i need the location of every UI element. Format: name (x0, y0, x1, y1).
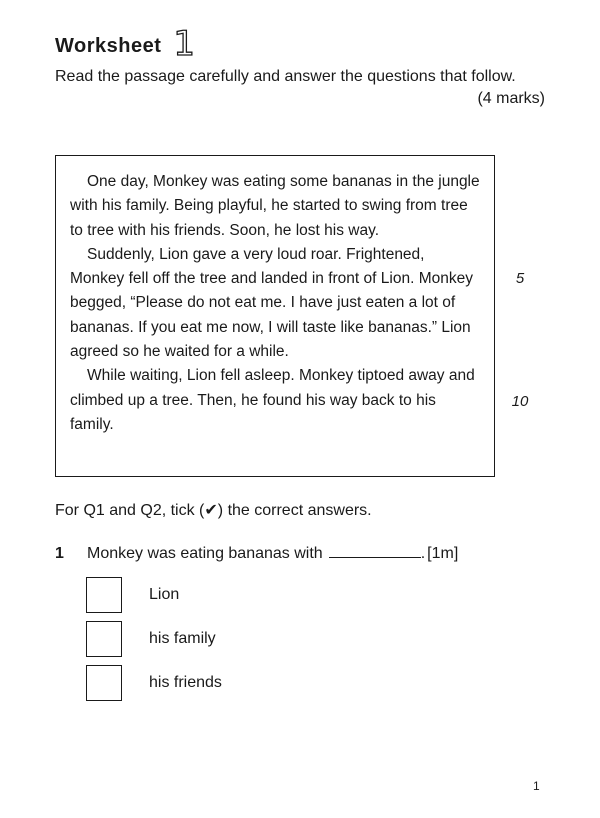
option-label-lion: Lion (149, 586, 180, 603)
tick-box-his-friends[interactable] (86, 665, 122, 701)
tick-box-his-family[interactable] (86, 621, 122, 657)
instructions-text: Read the passage carefully and answer the questions that follow. (55, 68, 516, 85)
option-lion (86, 577, 179, 613)
total-marks: (4 marks) (477, 90, 545, 107)
option-label-his-family: his family (149, 630, 216, 647)
question-text: Monkey was eating bananas with (87, 545, 323, 562)
line-number-10: 10 (511, 393, 529, 410)
passage-paragraph-3: While waiting, Lion fell asleep. Monkey tiptoed away and climbed up a tree. Then, he found his way back to his family. (70, 367, 475, 433)
option-label-his-friends: his friends (149, 674, 222, 691)
instructions (55, 66, 545, 107)
question-end: . (420, 545, 426, 562)
line-number-5: 5 (515, 270, 525, 287)
question-1 (55, 545, 458, 563)
tick-box-lion[interactable] (86, 577, 122, 613)
worksheet-title (55, 24, 196, 64)
passage-text (70, 170, 480, 437)
question-marks: [1m] (427, 545, 459, 562)
passage-paragraph-2: Suddenly, Lion gave a very loud roar. Frightened, Monkey fell off the tree and landed in front of Lion. Monkey begged, “Please do not eat me. I have just eaten a lot of bananas. If you eat me now, I will taste like bananas.” Lion agreed so he waited for a while. (70, 245, 473, 361)
answer-blank (329, 556, 421, 558)
page-number: 1 (533, 779, 540, 793)
question-number: 1 (55, 545, 64, 562)
worksheet-number: 1 (173, 24, 196, 64)
passage-paragraph-1: One day, Monkey was eating some bananas in the jungle with his family. Being playful, he started to swing from tree to tree with his friends. Soon, he lost his way. (70, 173, 480, 239)
section-instruction: For Q1 and Q2, tick (✔) the correct answers. (55, 502, 372, 519)
option-his-family (86, 621, 216, 657)
worksheet-title-text: Worksheet (55, 35, 162, 57)
option-his-friends (86, 665, 222, 701)
